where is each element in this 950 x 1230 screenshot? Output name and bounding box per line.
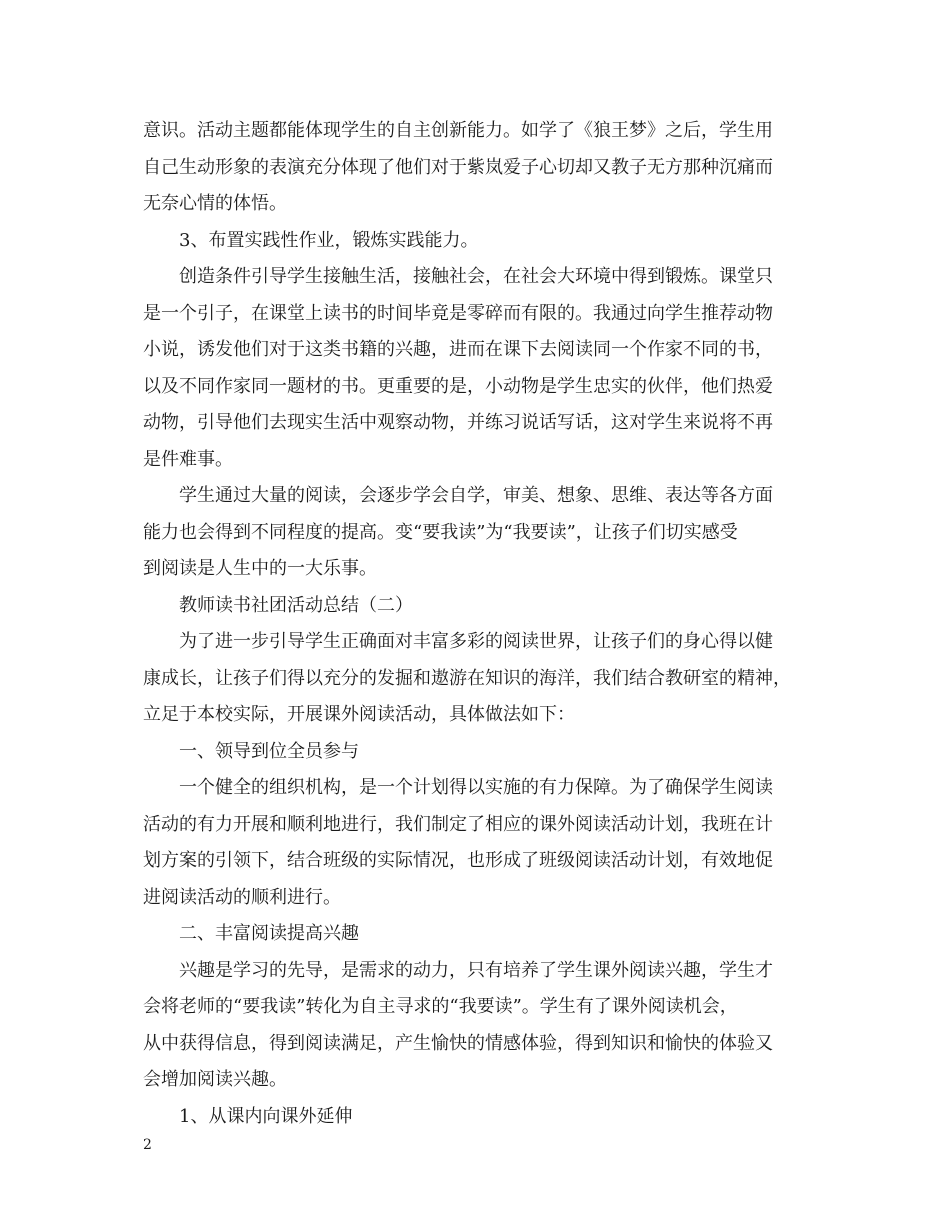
text-line: 意识。活动主题都能体现学生的自主创新能力。如学了《狼王梦》之后，学生用 [143,120,773,141]
text-line: 小说，诱发他们对于这类书籍的兴趣，进而在课下去阅读同一个作家不同的书， [143,339,773,360]
text-line: 会增加阅读兴趣。 [143,1069,287,1090]
text-line: 自己生动形象的表演充分体现了他们对于紫岚爱子心切却又教子无方那种沉痛而 [143,156,773,178]
page-number: 2 [143,1137,152,1153]
text-line: 到阅读是人生中的一大乐事。 [143,558,377,579]
text-line: 会将老师的“要我读”转化为自主寻求的“我要读”。学生有了课外阅读机会， [143,996,738,1017]
text-line: 立足于本校实际，开展课外阅读活动，具体做法如下： [143,704,575,725]
text-line: 学生通过大量的阅读，会逐步学会自学，审美、想象、思维、表达等各方面 [179,485,773,506]
text-line: 进阅读活动的顺利进行。 [143,886,341,908]
text-line: 为了进一步引导学生正确面对丰富多彩的阅读世界，让孩子们的身心得以健 [179,631,773,652]
text-line: 创造条件引导学生接触生活，接触社会，在社会大环境中得到锻炼。课堂只 [179,266,773,287]
text-line: 二、丰富阅读提高兴趣 [179,923,359,944]
text-line: 动物，引导他们去现实生活中观察动物，并练习说话写话，这对学生来说将不再 [143,412,773,433]
text-line: 兴趣是学习的先导，是需求的动力，只有培养了学生课外阅读兴趣，学生才 [179,959,773,981]
document-body [143,113,809,1135]
text-line: 是一个引子，在课堂上读书的时间毕竟是零碎而有限的。我通过向学生推荐动物 [143,302,773,324]
text-line: 从中获得信息，得到阅读满足，产生愉快的情感体验，得到知识和愉快的体验又 [143,1032,773,1054]
text-line: 能力也会得到不同程度的提高。变“要我读”为“我要读”，让孩子们切实感受 [143,521,738,543]
text-line: 以及不同作家同一题材的书。更重要的是，小动物是学生忠实的伙伴，他们热爱 [143,375,773,397]
text-line: 是件难事。 [143,448,233,470]
text-line: 划方案的引领下，结合班级的实际情况，也形成了班级阅读活动计划，有效地促 [143,850,773,871]
text-line: 一、领导到位全员参与 [179,740,359,762]
text-line: 1、从课内向课外延伸 [179,1105,353,1127]
text-line: 教师读书社团活动总结（二） [179,594,413,616]
text-line: 活动的有力开展和顺利地进行，我们制定了相应的课外阅读活动计划，我班在计 [143,813,773,835]
text-line: 3、布置实践性作业，锻炼实践能力。 [179,229,479,251]
text-line: 无奈心情的体悟。 [143,193,287,214]
text-line: 康成长，让孩子们得以充分的发掘和遨游在知识的海洋，我们结合教研室的精神， [143,667,791,689]
text-line: 一个健全的组织机构，是一个计划得以实施的有力保障。为了确保学生阅读 [179,777,773,798]
